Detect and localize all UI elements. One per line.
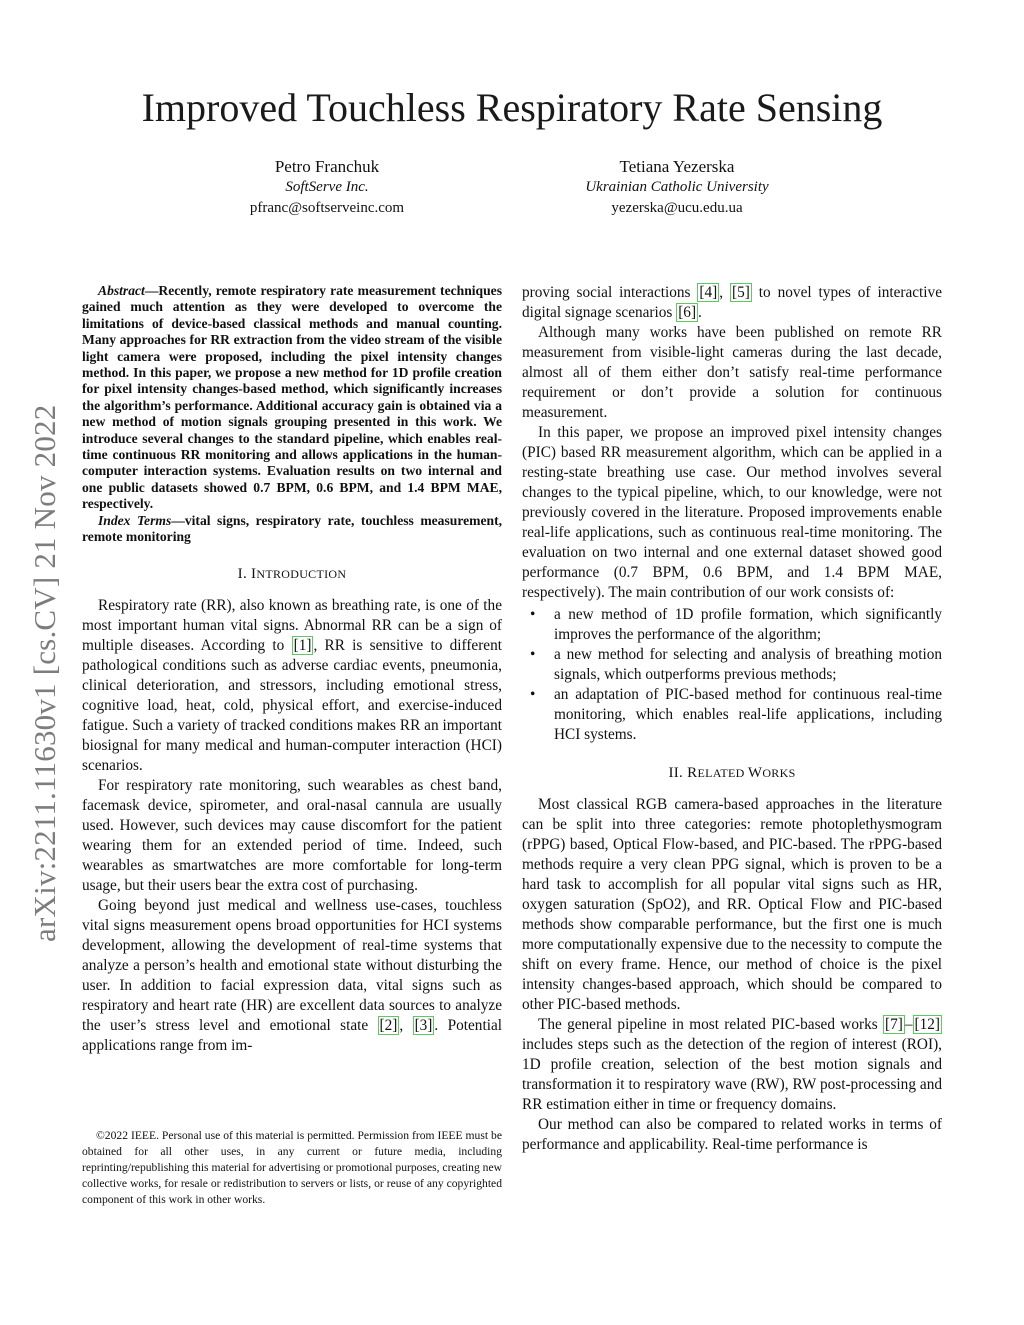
intro-paragraph-5: In this paper, we propose an improved pixel intensity changes (PIC) based RR measurement algorithm, which can be applied in a resting-state breathing use case. Our method involves several changes to the typical pipeline, which, to our knowledge, were not previously covered in the literature. Proposed improvements enable real-life applications, such as continuous real-time monitoring. The evaluation on two internal and one external dataset showed good performance (0.7 BPM, 0.6 BPM, and 1.4 BPM MAE, respectively). The main contribution of our work consists of: (522, 424, 942, 601)
related-paragraph-1: Most classical RGB camera-based approaches in the literature can be split into three categories: remote photoplethysmogram (rPPG) based, Optical Flow-based, and PIC-based. The rPPG-based methods require a very clean PPG signal, which is proven to be a hard task to accomplish for all popular vital signs such as HR, oxygen saturation (SpO2), and RR. Optical Flow and PIC-based methods show comparable performance, but the first one is much more computationally expensive due to the necessity to compute the shift on every frame. Hence, our method of choice is the pixel intensity changes-based approach, which should be compared to other PIC-based methods. (522, 796, 942, 1013)
list-item: • a new method for selecting and analysis of breathing motion signals, which outperforms previous methods; (554, 645, 942, 685)
intro-paragraph-4: Although many works have been published on remote RR measurement from visible-light cameras during the last decade, almost all of them either don’t satisfy real-time performance requirement or don’t provide a solution for continuous measurement. (522, 324, 942, 421)
author-block-2 (497, 156, 857, 219)
citation-link[interactable]: [3] (414, 1016, 433, 1034)
index-terms (82, 513, 502, 546)
arxiv-identifier: arXiv:2211.11630v1 [cs.CV] 21 Nov 2022 (27, 404, 62, 942)
abstract-label: Abstract (98, 283, 145, 298)
paper-title: Improved Touchless Respiratory Rate Sensing (141, 85, 883, 130)
list-item: • a new method of 1D profile formation, which significantly improves the performance of the algorithm; (554, 605, 942, 645)
citation-link[interactable]: [4] (699, 284, 718, 301)
abstract-text: —Recently, remote respiratory rate measurement techniques gained much attention as they were developed to overcome the limitations of device-based classical methods and manual counting. Many approaches for RR extraction from the video stream of the visible light camera were proposed, including the pixel intensity changes method. In this paper, we propose a new method for 1D profile creation for pixel intensity changes-based method, which significantly increases the algorithm’s performance. Additional accuracy gain is obtained via a new method of motion signals grouping presented in this work. We introduce several changes to the standard pipeline, which enables real-time continuous RR monitoring and allows applications in the human-computer interaction systems. Evaluation results on two internal and one public datasets showed 0.7 BPM, 0.6 BPM, and 1.4 BPM MAE, respectively. (82, 283, 502, 512)
author-block-1 (147, 156, 507, 219)
citation-link[interactable]: [6] (678, 304, 697, 321)
citation-link[interactable]: [7] (885, 1016, 903, 1033)
author-name: Tetiana Yezerska (619, 157, 735, 176)
abstract (82, 283, 502, 513)
citation-link[interactable]: [5] (732, 284, 750, 301)
left-column (82, 283, 502, 1056)
index-terms-label: Index Terms (98, 512, 172, 528)
related-paragraph-3: Our method can also be compared to related works in terms of performance and applicability. Real-time performance is (522, 1116, 942, 1153)
intro-paragraph-2: For respiratory rate monitoring, such wearables as chest band, facemask device, spirometer, and oral-nasal cannula are usually used. However, such devices may cause discomfort for the patient wearing them for an extended period of time. Indeed, such wearables as smartwatches are more comfortable for long-term usage, but their users bear the extra cost of purchasing. (82, 776, 502, 894)
right-column (522, 283, 942, 1155)
section-heading-introduction: I. INTRODUCTION (237, 565, 347, 582)
related-paragraph-2: The general pipeline in most related PIC-based works [7] – [12] includes steps such as the detection of the region of interest (ROI), 1D profile creation, selection of the best motion signals and transformation it to respiratory wave (RW), RW post-processing and RR estimation either in time or frequency domains. (522, 1016, 942, 1113)
author-affiliation: SoftServe Inc. (285, 179, 369, 195)
author-email: yezerska@ucu.edu.ua (611, 200, 743, 216)
copyright-footnote: ©2022 IEEE. Personal use of this material is permitted. Permission from IEEE must be obtained for all other uses, in any current or future media, including reprinting/republishing this material for advertising or promotional purposes, creating new collective works, for resale or redistribution to servers or lists, or reuse of any copyrighted component of this work in other works. (82, 1129, 502, 1206)
intro-paragraph-continued: proving social interactions [4] , [5] to novel types of interactive digital signage scenarios [6] . (522, 284, 942, 321)
contribution-list (522, 605, 942, 745)
intro-paragraph-3: Going beyond just medical and wellness use-cases, touchless vital signs measurement opens broad opportunities for HCI systems development, allowing the development of real-time systems that analyze a person’s health and emotional state without disturbing the user. In addition to facial expression data, vital signs such as respiratory and heart rate (HR) are excellent data sources to analyze the user’s stress level and emotional state [2] , [3] . Potential applications range from im- (82, 896, 502, 1054)
citation-link[interactable]: [2] (379, 1016, 398, 1034)
author-name: Petro Franchuk (274, 157, 380, 176)
author-affiliation: Ukrainian Catholic University (585, 179, 769, 195)
list-item: • an adaptation of PIC-based method for continuous real-time monitoring, which enables real-life applications, including HCI systems. (554, 685, 942, 745)
author-email: pfranc@softserveinc.com (249, 200, 405, 216)
citation-link[interactable]: [12] (914, 1016, 940, 1033)
intro-paragraph-1: Respiratory rate (RR), also known as breathing rate, is one of the most important human vital signs. Abnormal RR can be a sign of multiple diseases. According to [1] , RR is sensitive to different pathological conditions such as adverse cardiac events, pneumonia, clinical deterioration, and stressors, including emotional stress, cognitive load, heat, cold, physical effort, and exercise-induced fatigue. Such a variety of tracked conditions makes RR an important biosignal for many medical and human-computer interaction (HCI) scenarios. (82, 596, 502, 774)
section-heading-related-works: II. RELATED WORKS (668, 765, 796, 781)
citation-link[interactable]: [1] (293, 636, 312, 654)
index-terms-text: —vital signs, respiratory rate, touchless measurement, remote monitoring (82, 512, 502, 545)
